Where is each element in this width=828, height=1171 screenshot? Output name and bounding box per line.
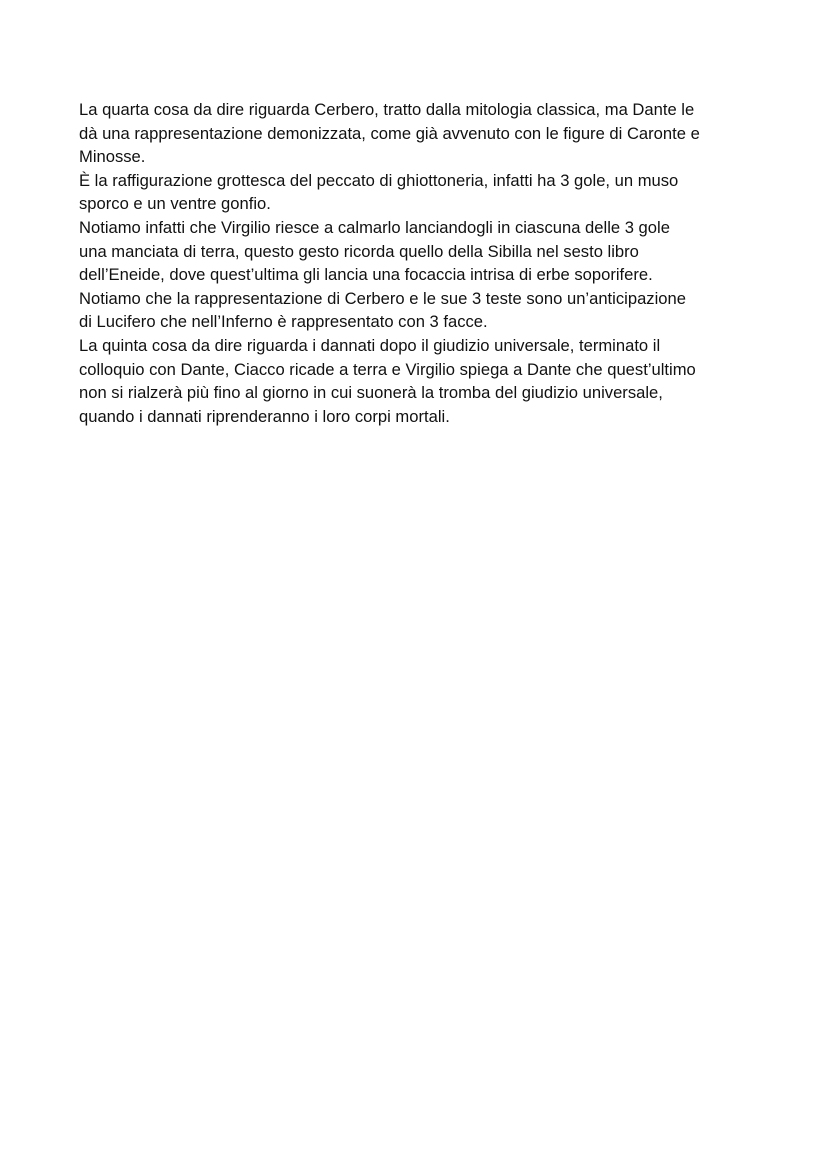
text-line: di Lucifero che nell’Inferno è rappresentato con 3 facce. — [79, 312, 488, 332]
document-body — [79, 98, 759, 428]
paragraph-lucifero — [79, 287, 759, 334]
text-line: La quarta cosa da dire riguarda Cerbero, tratto dalla mitologia classica, ma Dante le — [79, 100, 695, 119]
paragraph-dannati — [79, 334, 759, 428]
text-line: È la raffigurazione grottesca del peccato di ghiottoneria, infatti ha 3 gole, un muso — [79, 170, 679, 190]
paragraph-virgilio — [79, 216, 759, 287]
paragraph-ghiottoneria — [79, 169, 759, 216]
text-line: dà una rappresentazione demonizzata, come già avvenuto con le figure di Caronte e — [79, 123, 700, 143]
text-line: Minosse. — [79, 147, 146, 167]
text-line: dell’Eneide, dove quest’ultima gli lancia una focaccia intrisa di erbe soporifere. — [79, 265, 653, 285]
text-line: La quinta cosa da dire riguarda i dannati dopo il giudizio universale, terminato il — [79, 335, 661, 355]
text-line: Notiamo infatti che Virgilio riesce a calmarlo lanciandogli in ciascuna delle 3 gole — [79, 217, 670, 237]
text-line: non si rialzerà più fino al giorno in cui suonerà la tromba del giudizio universale, — [79, 383, 663, 403]
text-line: Notiamo che la rappresentazione di Cerbero e le sue 3 teste sono un’anticipazione — [79, 288, 686, 308]
text-line: colloquio con Dante, Ciacco ricade a terra e Virgilio spiega a Dante che quest’ultimo — [79, 359, 696, 379]
paragraph-cerbero — [79, 98, 759, 169]
text-line: sporco e un ventre gonfio. — [79, 194, 271, 214]
text-line: quando i dannati riprenderanno i loro corpi mortali. — [79, 406, 450, 426]
text-line: una manciata di terra, questo gesto ricorda quello della Sibilla nel sesto libro — [79, 241, 639, 261]
